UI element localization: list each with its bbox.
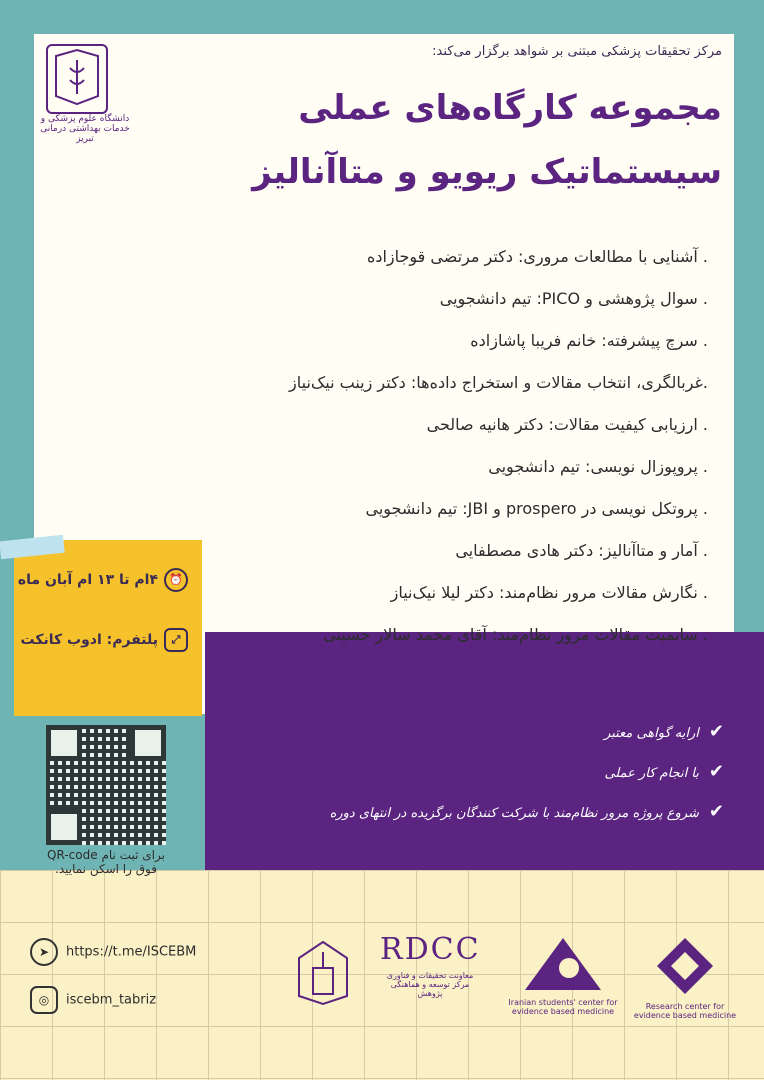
rdcc-logo xyxy=(380,932,480,998)
date-row xyxy=(18,568,188,592)
workshop-item: . سوال پژوهشی و PICO: تیم دانشجویی xyxy=(439,289,708,308)
page-title-line2: سیستماتیک ریویو و متاآنالیز xyxy=(252,152,722,192)
instagram-link[interactable] xyxy=(30,986,156,1014)
platform-row xyxy=(21,628,188,652)
instagram-handle[interactable]: iscebm_tabriz xyxy=(66,992,157,1008)
benefit-label: ارایه گواهی معتبر xyxy=(604,726,699,741)
qr-code[interactable] xyxy=(46,725,166,845)
benefit-item xyxy=(204,760,724,800)
workshop-item: . پروتکل نویسی در prospero و JBI: تیم دانشجویی xyxy=(365,499,708,518)
alarm-clock-icon: ⏰ xyxy=(164,568,188,592)
instagram-icon: ◎ xyxy=(30,986,58,1014)
telegram-url[interactable]: https://t.me/ISCEBM xyxy=(66,944,197,960)
telegram-icon: ➤ xyxy=(30,938,58,966)
benefits-list xyxy=(204,720,724,840)
checkmark-icon: ✔ xyxy=(708,721,724,742)
benefit-item xyxy=(204,800,724,840)
qr-finder xyxy=(46,809,82,845)
ebm-research-center-logo xyxy=(630,936,740,1020)
date-text: ۴ام تا ۱۳ ام آبان ماه xyxy=(17,572,158,588)
benefit-label: با انجام کار عملی xyxy=(604,766,699,781)
benefit-label: شروع پروژه مرور نظام‌مند با شرکت کنندگان برگزیده در انتهای دوره xyxy=(329,806,699,821)
workshop-item: . ارزیابی کیفیت مقالات: دکتر هانیه صالحی xyxy=(426,415,708,434)
research-center-emblem-icon xyxy=(655,936,715,996)
checkmark-icon: ✔ xyxy=(708,761,724,782)
workshop-item: . نگارش مقالات مرور نظام‌مند: دکتر لیلا نیک‌نیاز xyxy=(390,583,708,602)
research-committee-logo xyxy=(278,938,368,1014)
qr-finder xyxy=(46,725,82,761)
workshop-item: . پروپوزال نویسی: تیم دانشجویی xyxy=(488,457,708,476)
workshop-item: . سرچ پیشرفته: خانم فریبا پاشازاده xyxy=(470,331,708,350)
rdcc-mark: RDCC xyxy=(380,932,481,967)
page-title-line1: مجموعه کارگاه‌های عملی xyxy=(298,88,722,128)
organizer-line: مرکز تحقیقات پزشکی مبتنی بر شواهد برگزار می‌کند: xyxy=(432,44,722,59)
benefit-item xyxy=(204,720,724,760)
university-caption: دانشگاه علوم پزشکی و خدمات بهداشتی درمانی تبریز xyxy=(40,114,130,144)
expand-icon: ⤢ xyxy=(164,628,188,652)
rdcc-caption: معاونت تحقیقات و فناوری مرکز توسعه و هماهنگی پژوهش xyxy=(386,971,474,998)
qr-finder xyxy=(130,725,166,761)
workshop-item: . آمار و متاآنالیز: دکتر هادی مصطفایی xyxy=(455,541,708,560)
checkmark-icon: ✔ xyxy=(708,801,724,822)
telegram-link[interactable] xyxy=(30,938,196,966)
qr-caption: برای ثبت نام QR-code فوق را اسکن نمایید. xyxy=(47,848,165,876)
committee-emblem-icon xyxy=(293,938,353,1008)
iscebm-caption: Iranian students' center for evidence based medicine xyxy=(508,998,618,1016)
workshop-item: . آشنایی با مطالعات مروری: دکتر مرتضی قوجازاده xyxy=(366,247,708,266)
workshop-list xyxy=(148,244,708,664)
workshop-item: . سابمیت مقالات مرور نظام‌مند: آقای محمد سالار حسینی xyxy=(323,625,708,644)
platform-text: پلتفرم: ادوب کانکت xyxy=(20,632,158,648)
university-logo xyxy=(46,44,108,114)
schedule-card xyxy=(14,540,202,716)
research-center-caption: Research center for evidence based medicine xyxy=(633,1002,737,1020)
iscebm-logo xyxy=(498,936,628,1016)
iscebm-emblem-icon xyxy=(523,936,603,992)
workshop-item: .غربالگری، انتخاب مقالات و استخراج داده‌ها: دکتر زینب نیک‌نیاز xyxy=(289,373,708,392)
